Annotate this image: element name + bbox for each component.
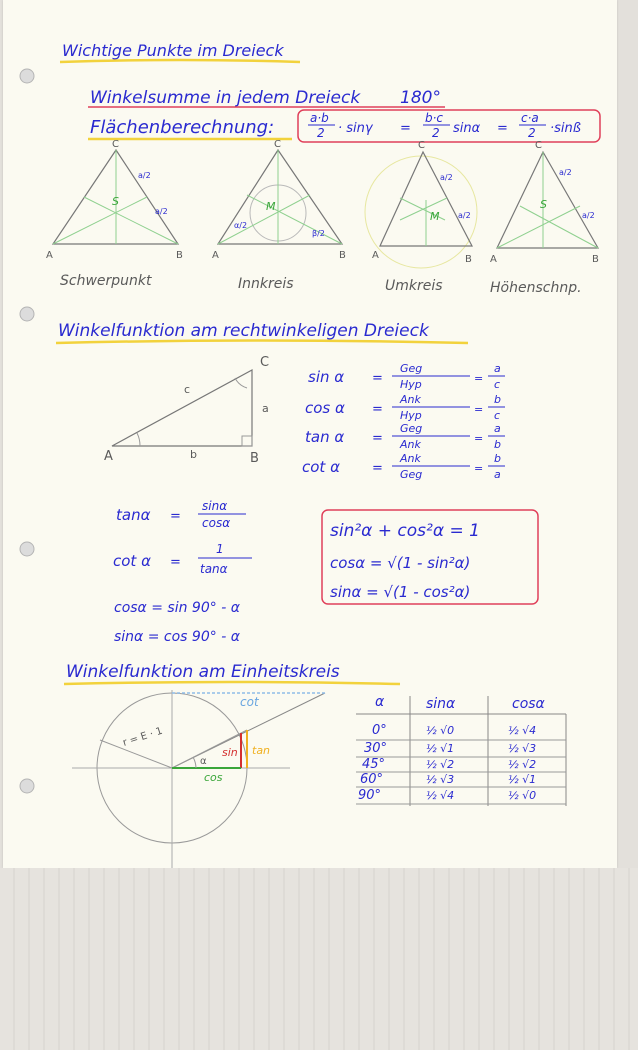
flaeche-formula	[308, 111, 581, 140]
svg-text:cos α: cos α	[305, 399, 345, 417]
svg-text:Geg: Geg	[400, 468, 423, 481]
svg-text:a: a	[494, 468, 501, 481]
identities	[113, 499, 252, 645]
svg-text:=: =	[372, 371, 383, 386]
svg-text:½ √1: ½ √1	[508, 773, 537, 786]
svg-text:cosα = √(1 - sin²α): cosα = √(1 - sin²α)	[330, 554, 471, 572]
svg-text:sinα: sinα	[453, 121, 481, 136]
svg-text:=: =	[372, 431, 383, 446]
center-label: S	[112, 195, 119, 208]
svg-text:30°: 30°	[364, 741, 388, 756]
svg-text:a: a	[494, 422, 501, 435]
trig-ratios	[302, 362, 505, 481]
center-label: M	[430, 210, 440, 223]
table-header: α	[375, 694, 385, 710]
svg-text:Geg: Geg	[400, 422, 423, 435]
svg-text:tanα: tanα	[200, 562, 228, 576]
caption-umkreis: Umkreis	[385, 278, 443, 294]
svg-text:=: =	[170, 555, 181, 570]
section-heading-rechtwinkelig: Winkelfunktion am rechtwinkeligen Dreieck	[58, 321, 429, 341]
vertex-label: C	[112, 139, 119, 150]
vertex-label: C	[418, 140, 425, 151]
table-row	[362, 757, 536, 772]
caption-innkreis: Innkreis	[238, 276, 294, 292]
svg-text:2: 2	[528, 126, 536, 140]
title-highlight	[60, 60, 300, 62]
triangle-innkreis	[212, 139, 346, 261]
svg-text:· sinγ: · sinγ	[338, 121, 373, 136]
svg-text:sinα = cos 90° - α: sinα = cos 90° - α	[114, 629, 240, 645]
angle-label: α/2	[234, 221, 248, 230]
svg-text:tan α: tan α	[305, 428, 345, 446]
svg-text:½ √4: ½ √4	[426, 789, 455, 802]
page-title: Wichtige Punkte im Dreieck	[62, 41, 284, 60]
svg-text:b: b	[190, 448, 197, 461]
vertex-label: B	[339, 250, 346, 261]
svg-text:½ √2: ½ √2	[426, 758, 455, 771]
side-label: a/2	[440, 173, 453, 182]
alpha-label: α	[200, 756, 207, 767]
winkelsumme-value: 180°	[400, 88, 441, 108]
caption-hoehenschnittpunkt: Höhenschnp.	[490, 280, 582, 296]
table-header: cosα	[512, 696, 545, 712]
side-label: a/2	[559, 168, 572, 177]
binder-hole	[20, 307, 34, 321]
side-label: a/2	[138, 171, 151, 180]
section-heading-einheitskreis: Winkelfunktion am Einheitskreis	[66, 662, 340, 682]
value-table	[356, 694, 566, 806]
svg-text:C: C	[260, 355, 270, 370]
binder-hole	[20, 542, 34, 556]
svg-text:sinα: sinα	[202, 499, 228, 513]
side-label: a/2	[458, 211, 471, 220]
svg-text:½ √3: ½ √3	[508, 742, 537, 755]
table-header: sinα	[426, 696, 456, 712]
svg-text:a·b: a·b	[310, 111, 329, 125]
svg-text:B: B	[250, 451, 259, 466]
identity-box-formulas	[330, 521, 480, 601]
svg-text:=: =	[372, 402, 383, 417]
side-label: a/2	[155, 207, 168, 216]
svg-text:=: =	[474, 403, 484, 416]
table-row	[360, 772, 536, 787]
vertex-label: C	[274, 139, 281, 150]
svg-text:45°: 45°	[362, 757, 386, 772]
flaeche-label: Flächenberechnung:	[90, 117, 275, 138]
side-label: a/2	[582, 211, 595, 220]
svg-text:0°: 0°	[372, 723, 387, 738]
sin-label: sin	[222, 746, 238, 759]
vertex-label: C	[535, 140, 542, 151]
svg-text:b: b	[494, 438, 501, 451]
table-row	[372, 723, 536, 738]
svg-text:2: 2	[317, 126, 325, 140]
svg-text:Hyp: Hyp	[400, 409, 422, 422]
vertex-label: A	[490, 254, 497, 265]
binder-hole	[20, 69, 34, 83]
svg-text:½ √0: ½ √0	[508, 789, 537, 802]
svg-text:1: 1	[216, 542, 224, 556]
unit-circle	[72, 690, 325, 868]
svg-text:c·a: c·a	[521, 111, 539, 125]
vertex-label: A	[372, 250, 379, 261]
svg-text:½ √0: ½ √0	[426, 724, 455, 737]
svg-text:=: =	[474, 462, 484, 475]
triangle-hoehenschnittpunkt	[490, 140, 599, 265]
svg-text:Ank: Ank	[400, 452, 421, 465]
vertex-label: B	[592, 254, 599, 265]
svg-text:cosα = sin 90° - α: cosα = sin 90° - α	[114, 600, 240, 616]
tan-label: tan	[252, 744, 271, 757]
svg-text:=: =	[474, 372, 484, 385]
right-triangle	[104, 355, 269, 466]
svg-text:½ √3: ½ √3	[426, 773, 455, 786]
svg-text:sin²α + cos²α = 1: sin²α + cos²α = 1	[330, 521, 480, 541]
svg-text:b: b	[494, 393, 501, 406]
angle-label: β/2	[312, 229, 325, 238]
vertex-label: B	[465, 254, 472, 265]
binder-hole	[20, 779, 34, 793]
svg-text:b·c: b·c	[425, 111, 444, 125]
winkelsumme-text: Winkelsumme in jedem Dreieck	[90, 88, 361, 108]
table-row	[358, 788, 536, 803]
heading-highlight	[56, 341, 468, 344]
svg-text:Geg: Geg	[400, 362, 423, 375]
svg-text:c: c	[494, 378, 501, 391]
svg-text:2: 2	[432, 126, 440, 140]
triangle-umkreis	[365, 140, 477, 268]
svg-text:60°: 60°	[360, 772, 384, 787]
svg-text:=: =	[474, 432, 484, 445]
vertex-label: A	[212, 250, 219, 261]
svg-text:·sinß: ·sinß	[550, 121, 581, 136]
svg-text:b: b	[494, 452, 501, 465]
table-row	[364, 741, 536, 756]
svg-text:Ank: Ank	[400, 438, 421, 451]
svg-text:c: c	[494, 409, 501, 422]
radius-label: r = E · 1	[121, 725, 164, 749]
svg-text:cosα: cosα	[202, 516, 231, 530]
svg-text:Hyp: Hyp	[400, 378, 422, 391]
svg-text:a: a	[494, 362, 501, 375]
svg-text:A: A	[104, 449, 113, 464]
heading-highlight	[64, 682, 400, 684]
cot-label: cot	[240, 695, 259, 709]
svg-text:=: =	[170, 509, 181, 524]
center-label: S	[540, 198, 547, 211]
svg-text:½ √1: ½ √1	[426, 742, 455, 755]
center-label: M	[266, 200, 276, 213]
svg-text:Ank: Ank	[400, 393, 421, 406]
svg-text:=: =	[372, 461, 383, 476]
svg-text:90°: 90°	[358, 788, 382, 803]
cos-label: cos	[204, 771, 223, 784]
vertex-label: A	[46, 250, 53, 261]
svg-text:c: c	[184, 383, 191, 396]
vertex-label: B	[176, 250, 183, 261]
svg-text:sinα = √(1 - cos²α): sinα = √(1 - cos²α)	[330, 583, 471, 601]
svg-text:a: a	[262, 402, 269, 415]
caption-schwerpunkt: Schwerpunkt	[60, 273, 152, 289]
svg-text:=: =	[497, 121, 508, 136]
svg-text:sin α: sin α	[308, 368, 345, 386]
svg-text:½ √4: ½ √4	[508, 724, 537, 737]
svg-text:tanα: tanα	[116, 506, 151, 524]
svg-text:cot α: cot α	[113, 552, 151, 570]
svg-text:=: =	[400, 121, 411, 136]
svg-text:½ √2: ½ √2	[508, 758, 537, 771]
svg-text:cot α: cot α	[302, 458, 340, 476]
triangle-schwerpunkt	[46, 139, 183, 261]
